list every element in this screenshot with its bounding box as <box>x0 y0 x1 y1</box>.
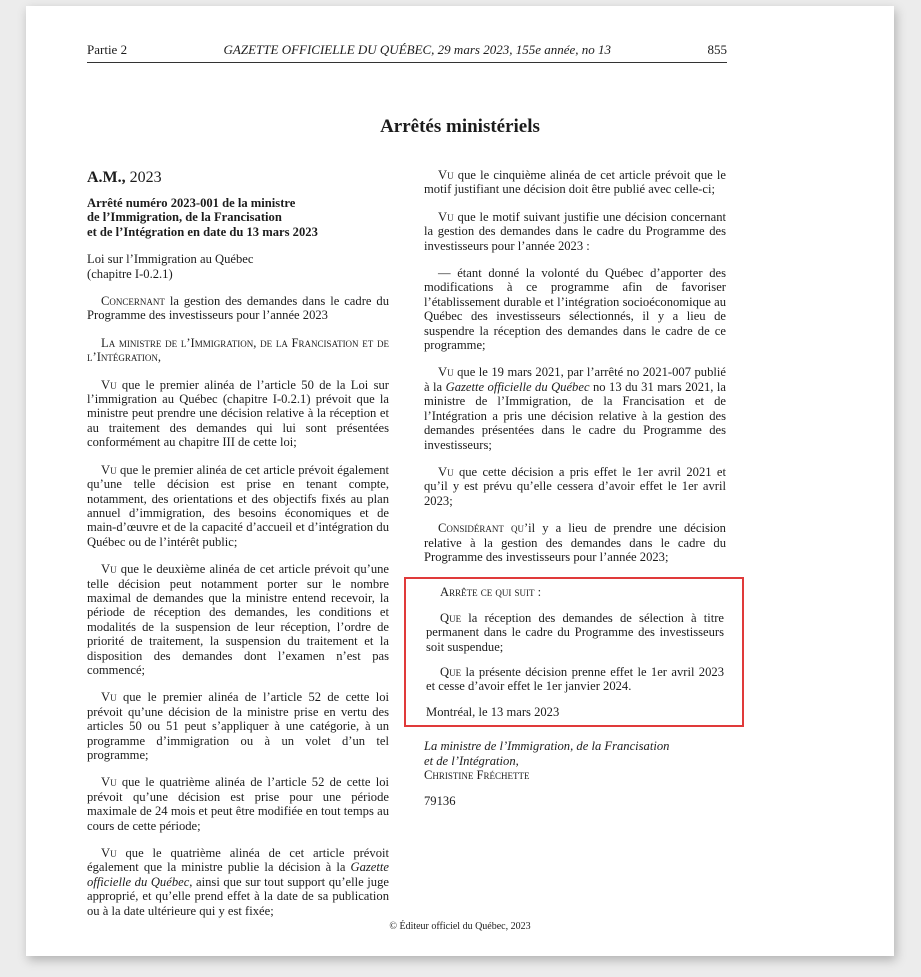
reference-number: 79136 <box>424 794 456 809</box>
vu-para-7: Vu que le cinquième alinéa de cet article prévoit que le motif justifiant une décision doit être publié avec celle-ci; <box>424 168 726 197</box>
vu-para-8: Vu que le motif suivant justifie une décision concernant la gestion des demandes dans le cadre du Programme des investisseurs pour l’année 2023 : <box>424 209 726 253</box>
place-date: Montréal, le 13 mars 2023 <box>426 704 560 719</box>
vu-para-1: Vu que le premier alinéa de l’article 50 de la Loi sur l’immigration au Québec (chapitre I-0.2.1) prévoit que la ministre peut prendre une décision relative à la réception et au traitement des demandes qui lui sont présentées conformément au chapitre III de cette loi; <box>87 377 389 450</box>
decree-subtitle: Arrêté numéro 2023-001 de la ministre de l’Immigration, de la Francisation et de l’Intégration en date du 13 mars 2023 <box>87 196 318 239</box>
concernant-para: Concernant la gestion des demandes dans le cadre du Programme des investisseurs pour l’année 2023 <box>87 294 389 323</box>
am-heading: A.M., 2023 <box>87 169 162 186</box>
right-column <box>424 168 726 822</box>
vu-para-5: Vu que le quatrième alinéa de l’article 52 de cette loi prévoit qu’une décision est prise pour une période maximale de 24 mois et peut être modifiée en tout temps au cours de cette période; <box>87 775 389 833</box>
highlight-box <box>404 577 744 727</box>
header-part: Partie 2 <box>87 42 128 57</box>
law-reference: Loi sur l’Immigration au Québec (chapitre I-0.2.1) <box>87 252 254 281</box>
section-title: Arrêtés ministériels <box>380 116 540 137</box>
left-column <box>87 168 389 931</box>
footer-copyright: © Éditeur officiel du Québec, 2023 <box>389 921 531 932</box>
page-header <box>87 42 727 58</box>
que-para-2: Que la présente décision prenne effet le 1er avril 2023 et cesse d’avoir effet le 1er janvier 2024. <box>426 664 724 694</box>
arrete-heading: Arrête ce qui suit : <box>440 585 542 600</box>
considerant-para: Considérant qu’il y a lieu de prendre une décision relative à la gestion des demandes dans le cadre du Programme des investisseurs pour l’année 2023; <box>424 521 726 564</box>
vu-para-6: Vu que le quatrième alinéa de cet article prévoit également que la ministre publie la décision à la Gazette officielle du Québec, ainsi que sur tout support qu’elle juge approprié, et qu’elle prend effet à la date de sa publication ou à la date ultérieure qui y est fixée; <box>87 846 389 918</box>
vu-para-10: Vu que cette décision a pris effet le 1er avril 2021 et qu’il y est prévu qu’elle cessera d’avoir effet le 1er avril 2023; <box>424 464 726 508</box>
que-para-1: Que la réception des demandes de sélection à titre permanent dans le cadre du Programme des investisseurs soit suspendue; <box>426 610 724 654</box>
header-rule <box>87 62 727 63</box>
vu-para-9: Vu que le 19 mars 2021, par l’arrêté no 2021-007 publié à la Gazette officielle du Québec no 13 du 31 mars 2021, la ministre de l’Immigration, de la Francisation et de l’Intégration a pris une décision relative à la gestion des demandes présentées dans le cadre du Programme des investisseurs; <box>424 365 726 452</box>
vu-para-4: Vu que le premier alinéa de l’article 52 de cette loi prévoit qu’une décision de la ministre prise en vertu des articles 50 ou 51 peut s’appliquer à une catégorie, à un programme d’immigration ou à un volet d’un tel programme; <box>87 690 389 762</box>
signature-block: La ministre de l’Immigration, de la Francisation et de l’Intégration, Christine Fréchette <box>424 739 670 782</box>
vu-para-3: Vu que le deuxième alinéa de cet article prévoit qu’une telle décision peut notamment porter sur le nombre maximal de demandes que la ministre entend recevoir, la période de réception des demandes, les conditions et modalités de la suspension de leur réception, l’ordre de priorité de traitement, la suspension du traitement et la disposition des demandes dont l’examen n’est pas commencé; <box>87 562 389 677</box>
gazette-page <box>26 6 894 956</box>
header-gazette-title: GAZETTE OFFICIELLE DU QUÉBEC, 29 mars 2023, 155e année, no 13 <box>223 42 612 57</box>
vu-para-2: Vu que le premier alinéa de cet article prévoit également qu’une telle décision est prise en tenant compte, notamment, des orientations et des objectifs fixés au plan annuel d’immigration, des besoins économiques et de main-d’œuvre et de la capacité d’accueil et d’intégration du Québec ou de l’intérêt public; <box>87 462 389 549</box>
minister-line: La ministre de l’Immigration, de la Francisation et de l’Intégration, <box>87 335 389 365</box>
motif-para: — étant donné la volonté du Québec d’apporter des modifications à ce programme afin de favoriser l’établissement durable et l’intégration socioéconomique au Québec des investisseurs sélectionnés, il y a lieu de suspendre la réception des demandes dans le cadre de ce programme; <box>424 266 726 353</box>
header-page-number: 855 <box>707 42 727 57</box>
